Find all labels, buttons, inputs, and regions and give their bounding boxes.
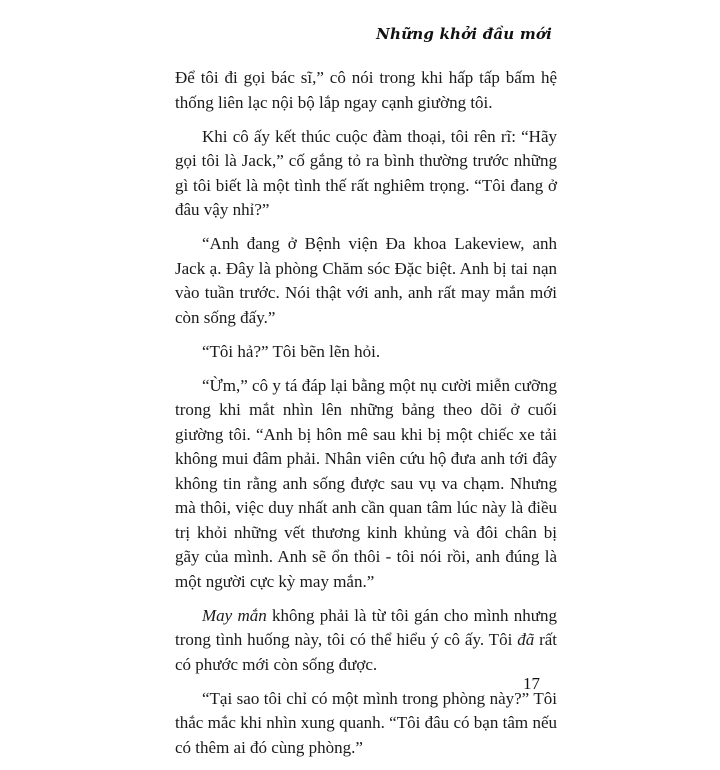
page-number: 17	[523, 674, 540, 693]
italic-da: đã	[517, 630, 535, 649]
body-text	[175, 66, 557, 770]
paragraph-6-end: rất có phước mới còn sống được.	[175, 630, 557, 674]
italic-may-man: May mắn	[202, 605, 267, 625]
paragraph-4: “Tôi hả?” Tôi bẽn lẽn hỏi.	[202, 341, 381, 361]
paragraph-6-middle: không phải là từ tôi gán cho mình nhưng trong tình huống này, tôi có thể hiểu ý cô ấy. Tôi	[175, 605, 557, 649]
paragraph-1: Để tôi đi gọi bác sĩ,” cô nói trong khi hấp tấp bấm hệ thống liên lạc nội bộ lắp ngay cạnh giường tôi.	[175, 68, 557, 112]
running-header-title: Những khởi đầu mới	[376, 25, 552, 43]
paragraph-5: “Ừm,” cô y tá đáp lại bằng một nụ cười miễn cưỡng trong khi mắt nhìn lên những bảng theo dõi ở cuối giường tôi. “Anh bị hôn mê sau khi bị một chiếc xe tải không mui đâm phải. Nhân viên cứu hộ đưa anh tới đây không tin rằng anh sống được sau vụ va chạm. Nhưng mà thôi, việc duy nhất anh cần quan tâm lúc này là điều trị khỏi những vết thương kinh khủng và đôi chân bị gãy của mình. Anh sẽ ổn thôi - tôi nói rồi, anh đúng là một người cực kỳ may mắn.”	[175, 375, 557, 591]
paragraph-3: “Anh đang ở Bệnh viện Đa khoa Lakeview, anh Jack ạ. Đây là phòng Chăm sóc Đặc biệt. Anh bị tai nạn vào tuần trước. Nói thật với anh, anh rất may mắn mới còn sống đấy.”	[175, 234, 557, 327]
paragraph-2: Khi cô ấy kết thúc cuộc đàm thoại, tôi rên rĩ: “Hãy gọi tôi là Jack,” cố gắng tỏ ra bình thường trước những gì tôi biết là một tình thế rất nghiêm trọng. “Tôi đang ở đâu vậy nhỉ?”	[175, 126, 557, 219]
paragraph-6	[175, 604, 557, 678]
paragraph-7: “Tại sao tôi chỉ có một mình trong phòng này?” Tôi thắc mắc khi nhìn xung quanh. “Tôi đâu có bạn tâm nếu có thêm ai đó cùng phòng.”	[175, 688, 557, 757]
